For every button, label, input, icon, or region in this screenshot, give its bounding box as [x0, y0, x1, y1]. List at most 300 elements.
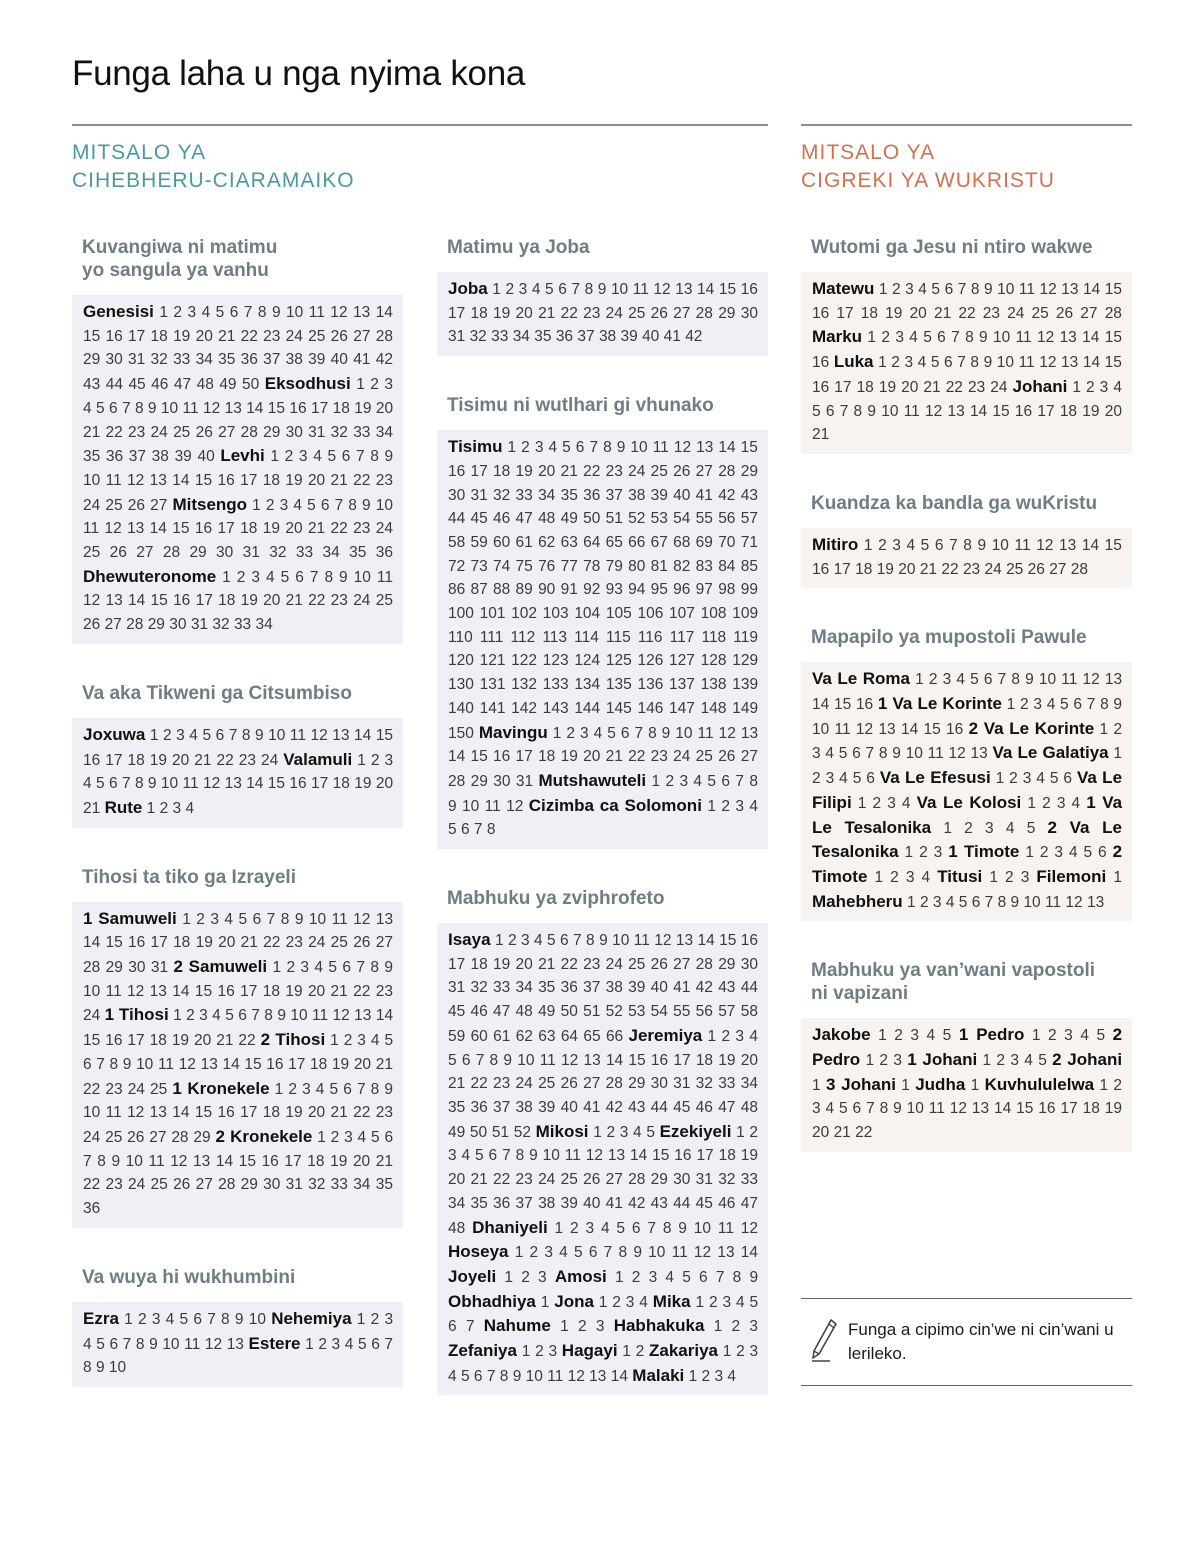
chapter-checkbox[interactable]: 14 [718, 439, 736, 457]
chapter-checkbox[interactable]: 34 [255, 616, 273, 634]
chapter-checkbox[interactable]: 2 [812, 770, 821, 788]
chapter-checkbox[interactable]: 6 [108, 775, 118, 793]
chapter-checkbox[interactable]: 2 [1009, 770, 1018, 788]
chapter-checkbox[interactable]: 38 [598, 328, 617, 346]
chapter-checkbox[interactable]: 9 [277, 1007, 286, 1025]
chapter-checkbox[interactable]: 21 [375, 1055, 393, 1073]
chapter-checkbox[interactable]: 18 [470, 955, 488, 973]
chapter-checkbox[interactable]: 7 [1086, 696, 1096, 714]
chapter-checkbox[interactable]: 55 [695, 510, 713, 528]
chapter-checkbox[interactable]: 34 [448, 1194, 466, 1212]
chapter-checkbox[interactable]: 17 [515, 748, 533, 766]
chapter-checkbox[interactable]: 31 [308, 423, 326, 441]
chapter-checkbox[interactable]: 11 [697, 724, 714, 742]
chapter-checkbox[interactable]: 28 [375, 327, 393, 345]
chapter-checkbox[interactable]: 5 [448, 821, 457, 839]
chapter-checkbox[interactable]: 16 [1038, 1100, 1056, 1118]
chapter-checkbox[interactable]: 28 [218, 1176, 236, 1194]
chapter-checkbox[interactable]: 22 [941, 560, 959, 578]
chapter-checkbox[interactable]: 63 [560, 533, 578, 551]
chapter-checkbox[interactable]: 22 [330, 520, 348, 538]
chapter-checkbox[interactable]: 4 [945, 893, 955, 911]
chapter-checkbox[interactable]: 16 [855, 696, 874, 714]
chapter-checkbox[interactable]: 6 [944, 354, 953, 372]
chapter-checkbox[interactable]: 1 [504, 1268, 514, 1286]
chapter-checkbox[interactable]: 17 [240, 982, 258, 1000]
chapter-checkbox[interactable]: 15 [172, 520, 190, 538]
chapter-checkbox[interactable]: 6 [983, 671, 993, 689]
chapter-checkbox[interactable]: 10 [160, 775, 179, 793]
chapter-checkbox[interactable]: 27 [583, 1075, 601, 1093]
chapter-checkbox[interactable]: 6 [320, 496, 330, 514]
chapter-checkbox[interactable]: 55 [673, 1003, 691, 1021]
chapter-checkbox[interactable]: 31 [470, 486, 488, 504]
chapter-checkbox[interactable]: 1 [688, 1367, 698, 1385]
chapter-checkbox[interactable]: 30 [493, 772, 511, 790]
chapter-checkbox[interactable]: 28 [695, 304, 713, 322]
chapter-checkbox[interactable]: 1 [1031, 1027, 1041, 1045]
chapter-checkbox[interactable]: 1 [356, 1310, 366, 1328]
chapter-checkbox[interactable]: 17 [470, 462, 488, 480]
chapter-checkbox[interactable]: 7 [957, 281, 967, 298]
chapter-checkbox[interactable]: 9 [633, 1244, 642, 1262]
chapter-checkbox[interactable]: 25 [560, 1171, 578, 1189]
chapter-checkbox[interactable]: 2 [1086, 378, 1095, 396]
chapter-checkbox[interactable]: 62 [538, 533, 556, 551]
chapter-checkbox[interactable]: 26 [583, 1171, 601, 1189]
chapter-checkbox[interactable]: 10 [286, 304, 304, 321]
chapter-checkbox[interactable]: 1 [995, 770, 1005, 788]
chapter-checkbox[interactable]: 14 [222, 1055, 240, 1073]
chapter-checkbox[interactable]: 21 [330, 1104, 348, 1122]
chapter-checkbox[interactable]: 2 [535, 1343, 544, 1361]
chapter-checkbox[interactable]: 27 [195, 1176, 213, 1194]
chapter-checkbox[interactable]: 7 [957, 354, 966, 372]
chapter-checkbox[interactable]: 5 [930, 354, 940, 372]
chapter-checkbox[interactable]: 3 [933, 844, 943, 862]
chapter-checkbox[interactable]: 16 [173, 592, 191, 610]
chapter-checkbox[interactable]: 7 [865, 745, 875, 763]
chapter-checkbox[interactable]: 1 [713, 1318, 723, 1336]
chapter-checkbox[interactable]: 34 [740, 1075, 758, 1093]
chapter-checkbox[interactable]: 2 [286, 959, 296, 977]
chapter-checkbox[interactable]: 26 [195, 423, 213, 441]
chapter-checkbox[interactable]: 45 [673, 1098, 691, 1116]
chapter-checkbox[interactable]: 14 [740, 1244, 759, 1262]
chapter-checkbox[interactable]: 9 [448, 797, 457, 815]
chapter-checkbox[interactable]: 26 [1027, 560, 1045, 578]
chapter-checkbox[interactable]: 4 [593, 724, 603, 742]
chapter-checkbox[interactable]: 3 [1064, 1027, 1073, 1045]
chapter-checkbox[interactable]: 25 [105, 1128, 123, 1146]
chapter-checkbox[interactable]: 64 [583, 533, 601, 551]
chapter-checkbox[interactable]: 1 [1099, 720, 1109, 738]
chapter-checkbox[interactable]: 40 [197, 448, 215, 466]
chapter-checkbox[interactable]: 5 [215, 304, 225, 321]
chapter-checkbox[interactable]: 2 [505, 281, 515, 298]
chapter-checkbox[interactable]: 4 [293, 496, 302, 514]
chapter-checkbox[interactable]: 1 [989, 868, 998, 886]
chapter-checkbox[interactable]: 121 [479, 652, 506, 670]
chapter-checkbox[interactable]: 63 [538, 1027, 556, 1045]
chapter-checkbox[interactable]: 10 [610, 281, 629, 298]
chapter-checkbox[interactable]: 2 [577, 1318, 587, 1336]
chapter-checkbox[interactable]: 5 [238, 910, 248, 928]
chapter-checkbox[interactable]: 9 [271, 304, 281, 321]
chapter-checkbox[interactable]: 20 [307, 471, 326, 489]
chapter-checkbox[interactable]: 13 [149, 1104, 167, 1122]
chapter-checkbox[interactable]: 3 [151, 1310, 161, 1328]
chapter-checkbox[interactable]: 126 [637, 652, 664, 670]
chapter-checkbox[interactable]: 69 [695, 533, 713, 551]
chapter-checkbox[interactable]: 32 [308, 1176, 326, 1194]
chapter-checkbox[interactable]: 21 [240, 934, 258, 952]
chapter-checkbox[interactable]: 4 [461, 1147, 471, 1165]
chapter-checkbox[interactable]: 20 [218, 934, 236, 952]
chapter-checkbox[interactable]: 26 [83, 616, 101, 634]
chapter-checkbox[interactable]: 17 [105, 751, 123, 769]
chapter-checkbox[interactable]: 19 [149, 751, 167, 769]
chapter-checkbox[interactable]: 7 [356, 959, 365, 977]
chapter-checkbox[interactable]: 14 [246, 775, 264, 793]
chapter-checkbox[interactable]: 22 [583, 462, 601, 480]
chapter-checkbox[interactable]: 18 [332, 399, 350, 417]
chapter-checkbox[interactable]: 2 [891, 354, 900, 372]
chapter-checkbox[interactable]: 28 [240, 423, 258, 441]
chapter-checkbox[interactable]: 3 [384, 1310, 394, 1328]
chapter-checkbox[interactable]: 3 [619, 1123, 629, 1141]
chapter-checkbox[interactable]: 2 [736, 1343, 745, 1361]
chapter-checkbox[interactable]: 31 [242, 544, 260, 562]
chapter-checkbox[interactable]: 13 [1061, 281, 1079, 298]
chapter-checkbox[interactable]: 6 [699, 1268, 708, 1286]
chapter-checkbox[interactable]: 38 [628, 486, 646, 504]
chapter-checkbox[interactable]: 18 [262, 471, 280, 489]
chapter-checkbox[interactable]: 4 [533, 932, 543, 950]
chapter-checkbox[interactable]: 97 [695, 581, 713, 599]
chapter-checkbox[interactable]: 8 [221, 1310, 230, 1328]
chapter-checkbox[interactable]: 89 [515, 581, 533, 599]
chapter-checkbox[interactable]: 8 [135, 1335, 145, 1353]
chapter-checkbox[interactable]: 5 [958, 893, 968, 911]
chapter-checkbox[interactable]: 6 [937, 329, 946, 347]
chapter-checkbox[interactable]: 64 [560, 1027, 579, 1045]
chapter-checkbox[interactable]: 15 [1104, 281, 1123, 298]
chapter-checkbox[interactable]: 9 [661, 724, 671, 742]
chapter-checkbox[interactable]: 44 [650, 1098, 668, 1116]
chapter-checkbox[interactable]: 10 [268, 726, 286, 744]
chapter-checkbox[interactable]: 65 [583, 1027, 601, 1045]
chapter-checkbox[interactable]: 42 [718, 486, 736, 504]
chapter-checkbox[interactable]: 9 [616, 439, 626, 457]
chapter-checkbox[interactable]: 15 [83, 1032, 101, 1050]
chapter-checkbox[interactable]: 3 [580, 724, 589, 742]
chapter-checkbox[interactable]: 33 [330, 1176, 348, 1194]
chapter-checkbox[interactable]: 15 [740, 439, 758, 457]
chapter-checkbox[interactable]: 11 [564, 1147, 581, 1165]
chapter-checkbox[interactable]: 39 [538, 1098, 556, 1116]
chapter-checkbox[interactable]: 1 [554, 1219, 564, 1237]
chapter-checkbox[interactable]: 9 [983, 281, 993, 298]
chapter-checkbox[interactable]: 51 [605, 510, 623, 528]
chapter-checkbox[interactable]: 31 [673, 1075, 691, 1093]
chapter-checkbox[interactable]: 19 [354, 399, 372, 417]
chapter-checkbox[interactable]: 22 [560, 955, 578, 973]
chapter-checkbox[interactable]: 26 [718, 748, 736, 766]
chapter-checkbox[interactable]: 12 [1065, 893, 1083, 911]
chapter-checkbox[interactable]: 45 [128, 376, 146, 394]
chapter-checkbox[interactable]: 27 [150, 496, 168, 514]
chapter-checkbox[interactable]: 20 [538, 462, 556, 480]
chapter-checkbox[interactable]: 18 [150, 327, 168, 345]
chapter-checkbox[interactable]: 17 [696, 1147, 714, 1165]
chapter-checkbox[interactable]: 1 [274, 1080, 284, 1098]
chapter-checkbox[interactable]: 81 [650, 557, 668, 575]
chapter-checkbox[interactable]: 6 [488, 1147, 498, 1165]
chapter-checkbox[interactable]: 5 [812, 402, 821, 420]
chapter-checkbox[interactable]: 16 [105, 1032, 123, 1050]
chapter-checkbox[interactable]: 12 [202, 775, 221, 793]
chapter-checkbox[interactable]: 26 [673, 462, 691, 480]
chapter-checkbox[interactable]: 8 [963, 536, 972, 554]
chapter-checkbox[interactable]: 1 [1072, 378, 1081, 396]
chapter-checkbox[interactable]: 51 [491, 1123, 510, 1141]
chapter-checkbox[interactable]: 1 [907, 893, 916, 911]
chapter-checkbox[interactable]: 13 [149, 982, 167, 1000]
chapter-checkbox[interactable]: 1 [736, 1123, 745, 1141]
chapter-checkbox[interactable]: 12 [104, 520, 122, 538]
chapter-checkbox[interactable]: 10 [83, 982, 101, 1000]
chapter-checkbox[interactable]: 2 [186, 1007, 195, 1025]
chapter-checkbox[interactable]: 12 [170, 1152, 188, 1170]
chapter-checkbox[interactable]: 32 [269, 544, 287, 562]
chapter-checkbox[interactable]: 16 [83, 751, 101, 769]
chapter-checkbox[interactable]: 3 [534, 439, 544, 457]
chapter-checkbox[interactable]: 11 [105, 982, 122, 1000]
chapter-checkbox[interactable]: 9 [867, 402, 876, 420]
chapter-checkbox[interactable]: 45 [695, 1194, 713, 1212]
chapter-checkbox[interactable]: 9 [1113, 696, 1123, 714]
chapter-checkbox[interactable]: 9 [339, 568, 348, 586]
chapter-checkbox[interactable]: 77 [560, 557, 578, 575]
chapter-checkbox[interactable]: 141 [479, 699, 506, 717]
chapter-checkbox[interactable]: 14 [697, 281, 715, 298]
chapter-checkbox[interactable]: 17 [127, 1032, 145, 1050]
chapter-checkbox[interactable]: 95 [650, 581, 668, 599]
chapter-checkbox[interactable]: 7 [984, 893, 994, 911]
chapter-checkbox[interactable]: 13 [583, 1051, 601, 1069]
chapter-checkbox[interactable]: 30 [673, 1171, 691, 1189]
chapter-checkbox[interactable]: 24 [127, 1080, 145, 1098]
chapter-checkbox[interactable]: 26 [127, 496, 145, 514]
chapter-checkbox[interactable]: 15 [83, 327, 101, 345]
chapter-checkbox[interactable]: 4 [448, 1367, 457, 1385]
chapter-checkbox[interactable]: 10 [630, 439, 648, 457]
chapter-checkbox[interactable]: 8 [370, 1080, 380, 1098]
chapter-checkbox[interactable]: 2 [894, 1027, 903, 1045]
chapter-checkbox[interactable]: 24 [150, 423, 168, 441]
chapter-checkbox[interactable]: 13 [878, 720, 896, 738]
chapter-checkbox[interactable]: 5 [931, 281, 941, 298]
chapter-checkbox[interactable]: 24 [83, 496, 101, 514]
chapter-checkbox[interactable]: 2 [721, 797, 730, 815]
chapter-checkbox[interactable]: 10 [997, 281, 1015, 298]
chapter-checkbox[interactable]: 33 [353, 423, 371, 441]
chapter-checkbox[interactable]: 114 [574, 628, 599, 646]
chapter-checkbox[interactable]: 11 [182, 399, 199, 417]
chapter-checkbox[interactable]: 14 [172, 982, 190, 1000]
chapter-checkbox[interactable]: 21 [218, 327, 236, 345]
chapter-checkbox[interactable]: 16 [493, 748, 511, 766]
chapter-checkbox[interactable]: 6 [448, 1318, 457, 1336]
chapter-checkbox[interactable]: 15 [267, 399, 286, 417]
chapter-checkbox[interactable]: 6 [460, 821, 470, 839]
chapter-checkbox[interactable]: 12 [330, 304, 348, 321]
chapter-checkbox[interactable]: 2 [919, 893, 929, 911]
chapter-checkbox[interactable]: 17 [150, 934, 168, 952]
chapter-checkbox[interactable]: 26 [1055, 304, 1074, 322]
chapter-checkbox[interactable]: 46 [151, 376, 169, 394]
chapter-checkbox[interactable]: 7 [207, 1310, 216, 1328]
chapter-checkbox[interactable]: 1 [695, 1293, 705, 1311]
chapter-checkbox[interactable]: 12 [925, 402, 943, 420]
chapter-checkbox[interactable]: 15 [375, 726, 394, 744]
chapter-checkbox[interactable]: 8 [97, 1152, 106, 1170]
chapter-checkbox[interactable]: 9 [234, 1310, 244, 1328]
chapter-checkbox[interactable]: 24 [515, 1075, 533, 1093]
chapter-checkbox[interactable]: 3 [172, 799, 182, 817]
chapter-checkbox[interactable]: 29 [718, 304, 736, 322]
chapter-checkbox[interactable]: 9 [384, 1080, 394, 1098]
chapter-checkbox[interactable]: 21 [375, 1152, 394, 1170]
chapter-checkbox[interactable]: 12 [673, 439, 692, 457]
chapter-checkbox[interactable]: 6 [971, 893, 981, 911]
chapter-checkbox[interactable]: 37 [577, 328, 595, 346]
chapter-checkbox[interactable]: 20 [898, 560, 916, 578]
chapter-checkbox[interactable]: 21 [330, 471, 348, 489]
chapter-checkbox[interactable]: 12 [353, 910, 371, 928]
chapter-checkbox[interactable]: 12 [202, 399, 221, 417]
chapter-checkbox[interactable]: 103 [542, 605, 569, 623]
chapter-checkbox[interactable]: 28 [718, 462, 736, 480]
chapter-checkbox[interactable]: 1 [812, 1076, 821, 1094]
chapter-checkbox[interactable]: 10 [992, 329, 1011, 347]
chapter-checkbox[interactable]: 3 [187, 304, 197, 321]
chapter-checkbox[interactable]: 13 [1086, 893, 1105, 911]
chapter-checkbox[interactable]: 6 [193, 1310, 202, 1328]
chapter-checkbox[interactable]: 3 [722, 1293, 732, 1311]
chapter-checkbox[interactable]: 3 [520, 932, 530, 950]
chapter-checkbox[interactable]: 19 [285, 982, 303, 1000]
chapter-checkbox[interactable]: 24 [83, 1128, 101, 1146]
chapter-checkbox[interactable]: 4 [344, 1335, 354, 1353]
chapter-checkbox[interactable]: 31 [190, 616, 209, 634]
chapter-checkbox[interactable]: 7 [122, 1335, 132, 1353]
chapter-checkbox[interactable]: 134 [574, 676, 601, 694]
chapter-checkbox[interactable]: 1 [159, 304, 168, 321]
chapter-checkbox[interactable]: 112 [510, 628, 536, 646]
chapter-checkbox[interactable]: 26 [127, 1128, 145, 1146]
chapter-checkbox[interactable]: 27 [218, 423, 236, 441]
chapter-checkbox[interactable]: 61 [493, 1027, 511, 1045]
chapter-checkbox[interactable]: 5 [327, 448, 337, 466]
chapter-checkbox[interactable]: 2 [570, 1219, 579, 1237]
chapter-checkbox[interactable]: 8 [586, 932, 595, 950]
chapter-checkbox[interactable]: 37 [583, 979, 601, 997]
chapter-checkbox[interactable]: 3 [302, 1080, 311, 1098]
chapter-checkbox[interactable]: 1 [330, 1032, 339, 1050]
chapter-checkbox[interactable]: 1 [521, 1343, 531, 1361]
chapter-checkbox[interactable]: 93 [605, 581, 623, 599]
chapter-checkbox[interactable]: 5 [942, 1027, 952, 1045]
chapter-checkbox[interactable]: 24 [285, 327, 303, 345]
chapter-checkbox[interactable]: 3 [812, 745, 821, 763]
chapter-checkbox[interactable]: 3 [279, 496, 289, 514]
chapter-checkbox[interactable]: 24 [984, 560, 1002, 578]
chapter-checkbox[interactable]: 25 [83, 544, 101, 562]
chapter-checkbox[interactable]: 25 [150, 1080, 168, 1098]
chapter-checkbox[interactable]: 1 [970, 1076, 980, 1094]
chapter-checkbox[interactable]: 48 [515, 1003, 533, 1021]
chapter-checkbox[interactable]: 39 [308, 351, 326, 369]
chapter-checkbox[interactable]: 2 [612, 1293, 621, 1311]
chapter-checkbox[interactable]: 115 [605, 628, 631, 646]
chapter-checkbox[interactable]: 49 [560, 510, 578, 528]
chapter-checkbox[interactable]: 2 [370, 1310, 380, 1328]
chapter-checkbox[interactable]: 4 [1071, 794, 1081, 812]
chapter-checkbox[interactable]: 9 [384, 448, 394, 466]
chapter-checkbox[interactable]: 1 [874, 868, 884, 886]
chapter-checkbox[interactable]: 4 [314, 959, 324, 977]
chapter-checkbox[interactable]: 22 [945, 378, 963, 396]
chapter-checkbox[interactable]: 9 [149, 1335, 158, 1353]
chapter-checkbox[interactable]: 48 [538, 510, 556, 528]
chapter-checkbox[interactable]: 23 [105, 1080, 123, 1098]
chapter-checkbox[interactable]: 7 [243, 304, 253, 321]
chapter-checkbox[interactable]: 10 [125, 1152, 143, 1170]
chapter-checkbox[interactable]: 3 [679, 772, 689, 790]
chapter-checkbox[interactable]: 5 [371, 1128, 380, 1146]
chapter-checkbox[interactable]: 9 [979, 329, 988, 347]
chapter-checkbox[interactable]: 8 [515, 1147, 525, 1165]
chapter-checkbox[interactable]: 56 [695, 1003, 713, 1021]
chapter-checkbox[interactable]: 38 [605, 979, 623, 997]
chapter-checkbox[interactable]: 6 [384, 1128, 394, 1146]
chapter-checkbox[interactable]: 2 [1113, 1076, 1123, 1094]
chapter-checkbox[interactable]: 1 [357, 751, 366, 769]
chapter-checkbox[interactable]: 57 [740, 510, 758, 528]
chapter-checkbox[interactable]: 20 [448, 1171, 466, 1189]
chapter-checkbox[interactable]: 6 [620, 724, 630, 742]
chapter-checkbox[interactable]: 38 [515, 1098, 533, 1116]
chapter-checkbox[interactable]: 11 [632, 281, 649, 298]
chapter-checkbox[interactable]: 4 [901, 794, 911, 812]
chapter-checkbox[interactable]: 3 [1099, 378, 1109, 396]
chapter-checkbox[interactable]: 5 [838, 745, 848, 763]
chapter-checkbox[interactable]: 6 [473, 1367, 483, 1385]
chapter-checkbox[interactable]: 6 [341, 448, 351, 466]
chapter-checkbox[interactable]: 19 [493, 304, 511, 322]
chapter-checkbox[interactable]: 1 [149, 726, 159, 744]
chapter-checkbox[interactable]: 8 [853, 402, 863, 420]
chapter-checkbox[interactable]: 6 [866, 770, 875, 788]
chapter-checkbox[interactable]: 6 [342, 959, 351, 977]
chapter-checkbox[interactable]: 4 [693, 772, 703, 790]
chapter-checkbox[interactable]: 20 [307, 982, 326, 1000]
chapter-checkbox[interactable]: 16 [266, 1055, 284, 1073]
chapter-checkbox[interactable]: 13 [696, 439, 714, 457]
chapter-checkbox[interactable]: 42 [628, 1194, 646, 1212]
